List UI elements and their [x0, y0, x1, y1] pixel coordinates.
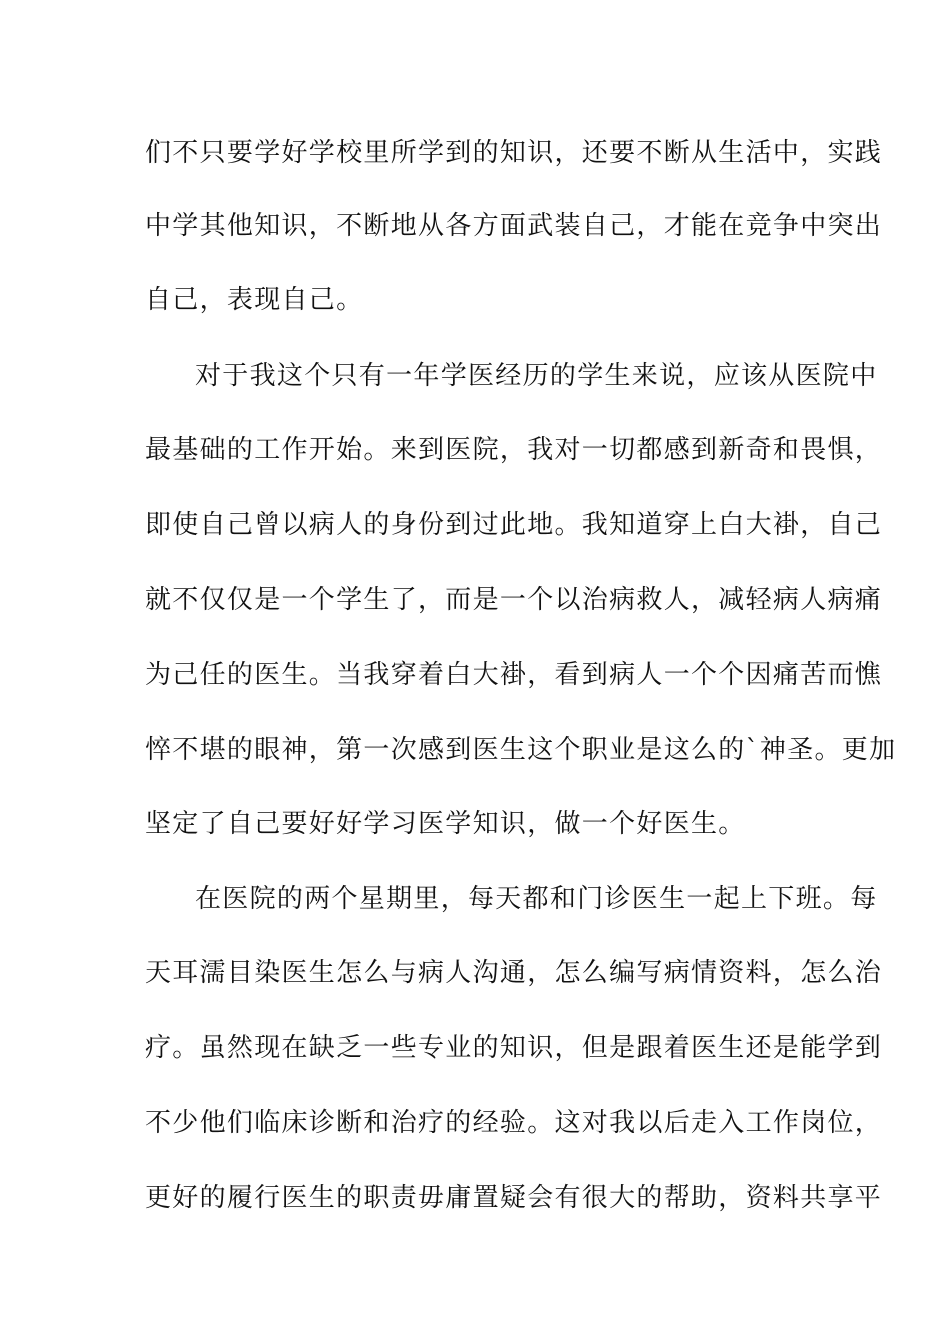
text-line: 即使自己曾以病人的身份到过此地。我知道穿上白大褂，自己 — [145, 510, 883, 540]
text-line: 就不仅仅是一个学生了，而是一个以治病救人，减轻病人病痛 — [145, 585, 883, 615]
text-line: 天耳濡目染医生怎么与病人沟通，怎么编写病情资料，怎么治 — [145, 958, 883, 988]
text-line: 更好的履行医生的职责毋庸置疑会有很大的帮助，资料共享平 — [145, 1183, 883, 1213]
text-line: 悴不堪的眼神，第一次感到医生这个职业是这么的`神圣。更加 — [145, 735, 897, 765]
text-line: 中学其他知识，不断地从各方面武装自己，才能在竞争中突出 — [145, 211, 883, 241]
paragraph-first-line: 在医院的两个星期里，每天都和门诊医生一起上下班。每 — [195, 884, 878, 914]
text-line: 自己，表现自己。 — [145, 285, 364, 315]
text-line: 坚定了自己要好好学习医学知识，做一个好医生。 — [145, 809, 746, 839]
text-line: 不少他们临床诊断和治疗的经验。这对我以后走入工作岗位， — [145, 1108, 883, 1138]
text-line: 疗。虽然现在缺乏一些专业的知识，但是跟着医生还是能学到 — [145, 1033, 883, 1063]
text-line: 们不只要学好学校里所学到的知识，还要不断从生活中，实践 — [145, 138, 883, 168]
text-line: 为己任的医生。当我穿着白大褂，看到病人一个个因痛苦而憔 — [145, 660, 883, 690]
paragraph-first-line: 对于我这个只有一年学医经历的学生来说，应该从医院中 — [195, 361, 878, 391]
text-line: 最基础的工作开始。来到医院，我对一切都感到新奇和畏惧， — [145, 435, 883, 465]
